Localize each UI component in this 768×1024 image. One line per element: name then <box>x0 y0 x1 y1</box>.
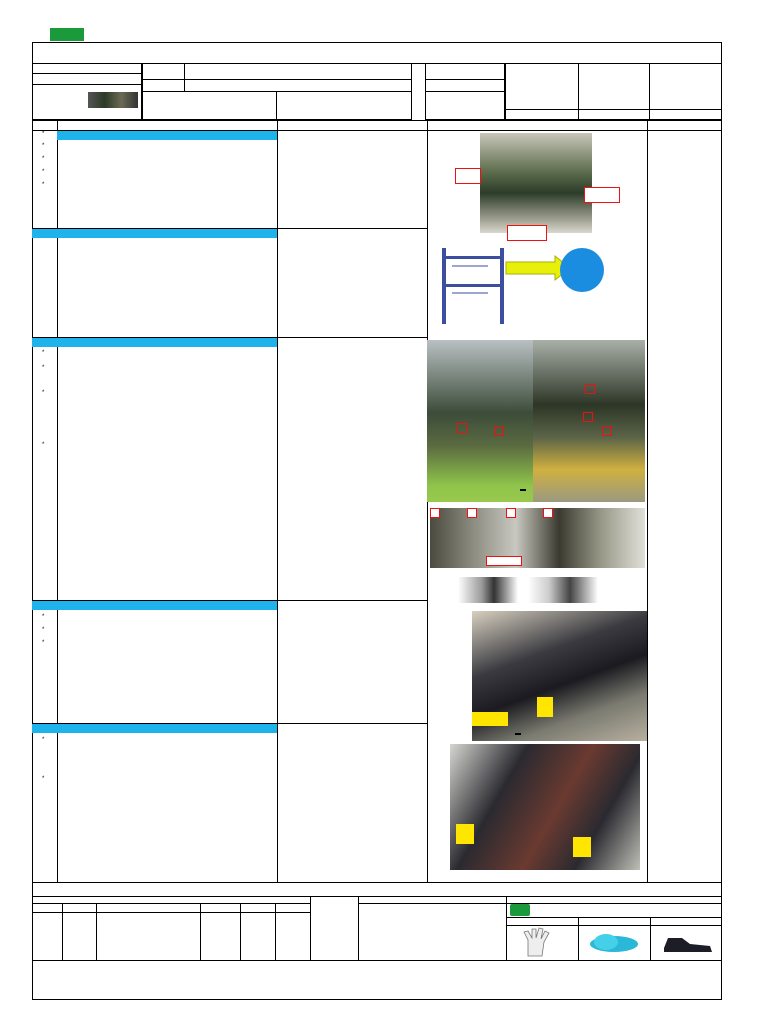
yellow-tag-1 <box>472 712 508 726</box>
sample-diagram <box>430 240 645 335</box>
abnormal-warning <box>32 883 722 895</box>
label-gbr22 <box>515 733 521 735</box>
photo-pin-sequence <box>430 508 645 568</box>
photo-jig-install <box>427 340 533 502</box>
cap-icon <box>586 930 642 956</box>
label-box-sarung <box>455 168 481 184</box>
label-gbr11 <box>520 489 526 491</box>
page-title <box>32 43 722 64</box>
gloves-icon <box>520 926 564 958</box>
photo-danchi-nogise <box>528 577 598 603</box>
photo-tapper-gauge <box>458 577 518 603</box>
safety-symbol-icon <box>510 904 530 916</box>
photo-measure-nok <box>450 744 640 870</box>
company-logo <box>50 26 84 42</box>
section-2-heading-bar <box>32 338 277 347</box>
section-4-heading-bar <box>32 724 277 733</box>
yellow-tag-3 <box>456 824 474 844</box>
shoes-icon <box>660 930 716 956</box>
section-persiapan-heading <box>57 131 277 140</box>
yellow-tag-2 <box>537 697 553 717</box>
important-list <box>361 904 364 996</box>
approval-block <box>505 63 722 120</box>
label-box-persiapan <box>584 187 620 203</box>
tool-image <box>88 92 138 108</box>
section-1-heading-bar <box>32 229 277 238</box>
safety-panel <box>506 903 722 917</box>
yellow-tag-4 <box>573 837 591 857</box>
section-3-heading-bar <box>32 601 277 610</box>
training-title <box>32 960 722 968</box>
photo-fixture-prep <box>480 133 592 233</box>
label-box-checksheet <box>507 225 547 241</box>
